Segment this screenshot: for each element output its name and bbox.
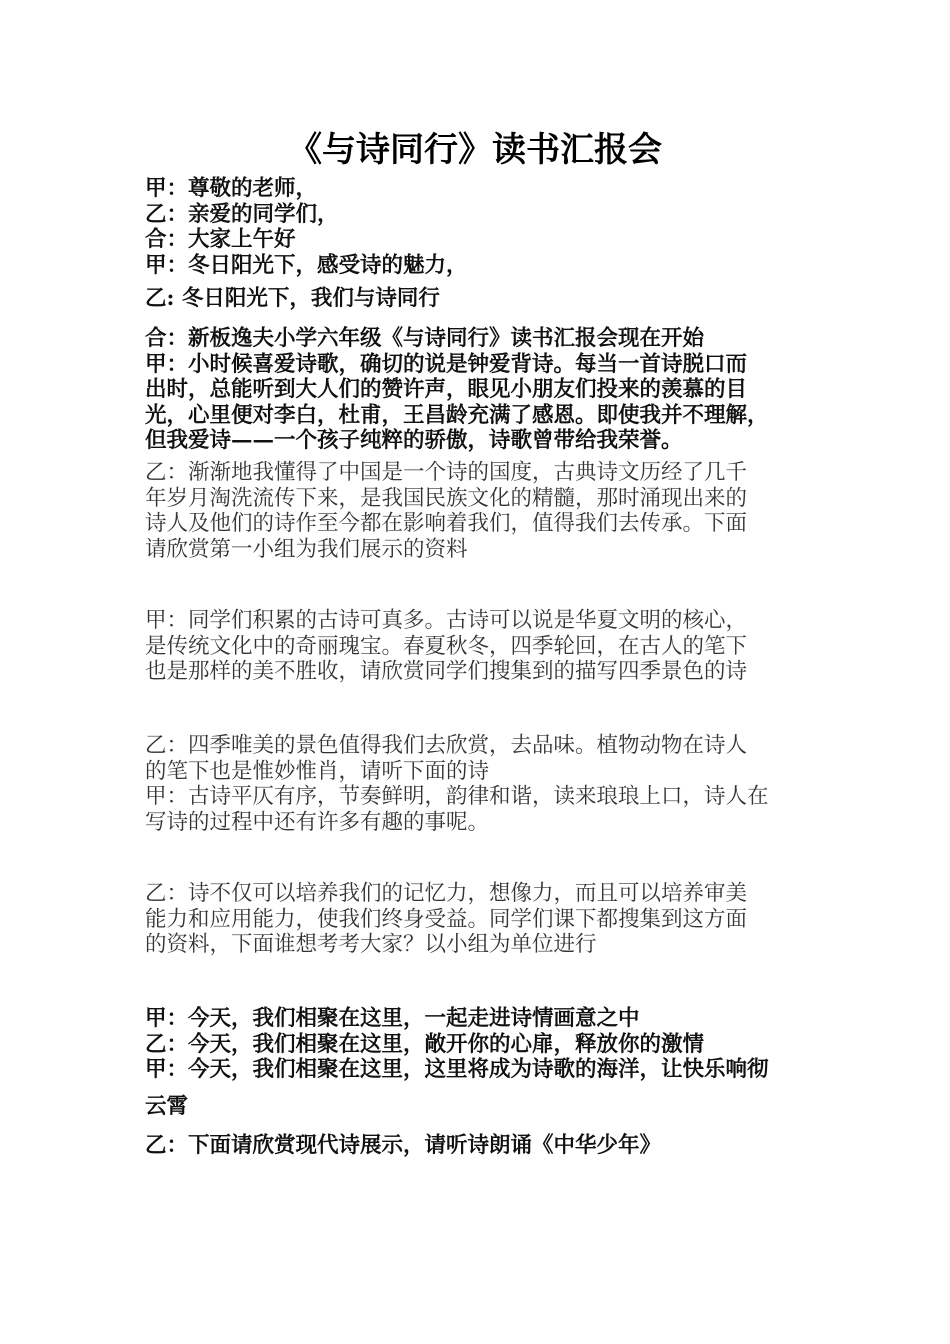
text-line: 甲：尊敬的老师， [145, 176, 318, 201]
text-line: 甲：古诗平仄有序，节奏鲜明，韵律和谐，读来琅琅上口，诗人在 [145, 784, 769, 809]
paragraph [145, 326, 815, 454]
text-line: 甲：小时候喜爱诗歌，确切的说是钟爱背诗。每当一首诗脱口而 [145, 351, 748, 377]
text-line: 写诗的过程中还有许多有趣的事呢。 [145, 809, 490, 835]
text-line: 乙：渐渐地我懂得了中国是一个诗的国度，古典诗文历经了几千 [145, 460, 748, 485]
text-line: 诗人及他们的诗作至今都在影响着我们，值得我们去传承。下面 [145, 511, 748, 536]
text-line: 能力和应用能力，使我们终身受益。同学们课下都搜集到这方面 [145, 906, 748, 932]
paragraph [145, 1006, 815, 1083]
text-line: 但我爱诗——一个孩子纯粹的骄傲，诗歌曾带给我荣誉。 [145, 428, 683, 453]
paragraph [145, 1094, 815, 1120]
text-line: 的资料，下面谁想考考大家？以小组为单位进行 [145, 932, 597, 957]
text-line: 乙：亲爱的同学们， [145, 201, 339, 227]
text-line: 乙：今天，我们相聚在这里，敞开你的心扉，释放你的激情 [145, 1031, 705, 1057]
text-line: 也是那样的美不胜收，请欣赏同学们搜集到的描写四季景色的诗 [145, 659, 748, 684]
opening-greetings [145, 176, 815, 278]
text-line: 光，心里便对李白，杜甫，王昌龄充满了感恩。即使我并不理解， [145, 402, 769, 428]
paragraph [145, 1133, 815, 1159]
paragraph [145, 286, 815, 312]
paragraph [145, 460, 815, 562]
text-line: 乙：四季唯美的景色值得我们去欣赏，去品味。植物动物在诗人 [145, 733, 748, 758]
text-line: 年岁月淘洗流传下来，是我国民族文化的精髓，那时涌现出来的 [145, 485, 748, 511]
text-line: 请欣赏第一小组为我们展示的资料 [145, 536, 468, 562]
text-line: 出时，总能听到大人们的赞许声，眼见小朋友们投来的羡慕的目 [145, 377, 748, 402]
text-line: 乙: 冬日阳光下，我们与诗同行 [145, 286, 440, 311]
text-line: 是传统文化中的奇丽瑰宝。春夏秋冬，四季轮回，在古人的笔下 [145, 633, 748, 659]
text-line: 甲：今天，我们相聚在这里，一起走进诗情画意之中 [145, 1006, 640, 1031]
text-line: 乙：下面请欣赏现代诗展示，请听诗朗诵《中华少年》 [145, 1133, 662, 1158]
text-line: 甲：同学们积累的古诗可真多。古诗可以说是华夏文明的核心， [145, 608, 748, 633]
text-line: 云霄 [145, 1094, 189, 1119]
text-line: 合：新板逸夫小学六年级《与诗同行》读书汇报会现在开始 [145, 326, 705, 351]
paragraph [145, 881, 815, 958]
text-line: 的笔下也是惟妙惟肖，请听下面的诗 [145, 758, 490, 784]
text-line: 甲：冬日阳光下，感受诗的魅力， [145, 252, 468, 278]
text-line: 甲：今天，我们相聚在这里，这里将成为诗歌的海洋，让快乐响彻 [145, 1057, 769, 1082]
paragraph [145, 733, 815, 835]
text-line: 乙：诗不仅可以培养我们的记忆力，想像力，而且可以培养审美 [145, 881, 748, 906]
paragraph [145, 608, 815, 685]
text-line: 合：大家上午好 [145, 227, 296, 252]
document-title: 《与诗同行》读书汇报会 [288, 130, 662, 170]
